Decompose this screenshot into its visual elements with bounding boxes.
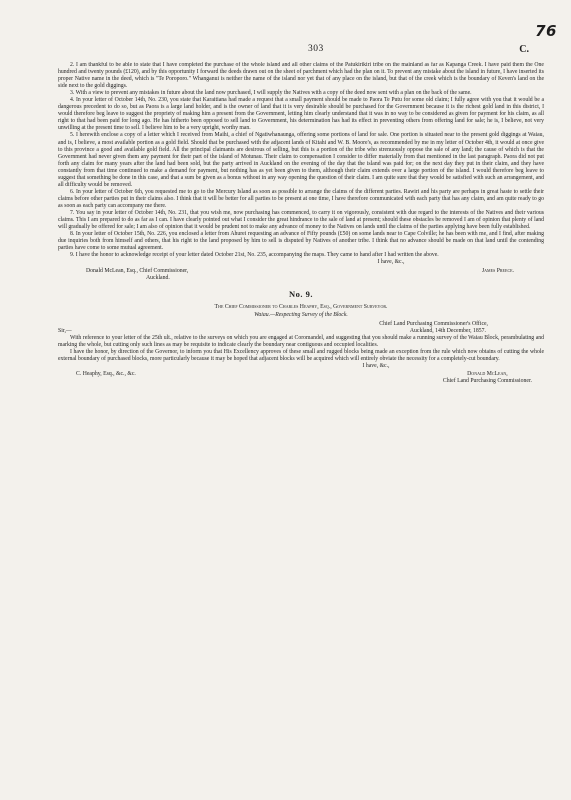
document-body <box>58 62 544 786</box>
letter-2-salutation: Sir,— <box>58 327 72 334</box>
letter-2-subtitle: Waiau.—Respecting Survey of the Block. <box>254 311 348 318</box>
letter-2-signature <box>443 371 544 385</box>
handwritten-page-number: 76 <box>535 22 557 40</box>
paragraph-4: 4. In your letter of October 14th, No. 230, you state that Karaitiana had made a request that a small payment should be made to Paora Te Putu for some old claim; I fully agree with you that it would be a dangerous precedent to do so, but as Paora is a large land holder, and is the owner of land that it is very desirable should be purchased for the Government because it is the richest gold land in this district, I would therefore beg leave to suggest the propriety of making him a present from the Government, letting him clearly understand that it was in no way to be considered as given for payment for his claim, as all right to that had been paid for long ago. He has hitherto been opposed to sell land to Government, his determination has had its effect in preventing others from offering land for sale; he is, I believe, not very unwilling at the present time to sell. I believe him to be a very upright, worthy man. <box>58 97 544 132</box>
letter-2-addressee: C. Heaphy, Esq., &c., &c. <box>76 370 136 377</box>
addressee-line-1: Donald McLean, Esq., Chief Commissioner, <box>86 268 189 275</box>
letter-2-closing: I have, &c., <box>362 362 390 369</box>
letter-2-title: The Chief Commissioner to Charles Heaphy, Esq., Government Surveyor. <box>214 303 388 310</box>
paragraph-9: 9. I have the honor to acknowledge receipt of your letter dated October 21st, No. 235, accompanying the maps. They came to hand after I had written the above. <box>70 252 439 259</box>
section-letter: C. <box>519 44 529 55</box>
letter-2-signature-block <box>58 371 544 385</box>
page-header <box>0 44 571 60</box>
letter-2-office: Chief Land Purchasing Commissioner's Office, <box>379 320 488 327</box>
letter-2-signature-name: Donald McLean, <box>467 370 508 377</box>
paragraph-5: 5. I herewith enclose a copy of a letter which I received from Maihi, a chief of Ngatiwhanaunga, offering some portions of land for sale. One portion is situated near to the present gold diggings at Waiau, and is, I believe, a most available portion as a gold field. Should that be purchased with the adjacent lands of Kitahi and W. B. Moore's, as recommended by me in my letter of October 4th, it would at once give to this province a good and available gold field. All the principal claimants are desirous of selling, but this is a portion of the tribe who strenuously oppose the sale of any land; the cause of which is that the Government had never given them any payment for their part of the island of Motunau. Their claim to compensation I consider to differ materially from that mentioned in the last paragraph. Paora did not put forth any claim for many years after the land had been sold, but the party arrived in Auckland on the evening of the day that the island was paid for; on the next day they put in their claim, and they have constantly from that time continued to make a demand for payment, but nothing has as yet been given to them, although their claim extends over a large portion of the island. I would therefore beg leave to suggest that something be done in this case, and that a sum be given as a bonus without in any way opening the question of their claim. I am quite sure that they would be satisfied with such an arrangement, and all difficulty would be removed. <box>58 132 544 188</box>
paragraph-2: 2. I am thankful to be able to state that I have completed the purchase of the whole island and all other claims of the Patukirikiri tribe on the mainland as far as Kapanga Creek. I have paid them the One hundred and twenty pounds (£120), and by this opportunity I forward the deeds drawn out on the sheet of parchment which had the plan on it. To prevent any mistake about the island in future, I have inserted its proper Native name in the deed, which is "Te Poroporo." Whanganui is neither the name of the island nor yet that of any place on the island, but that of the creek which is the boundary of Keven's land on the side next to the gold diggings. <box>58 62 544 90</box>
paragraph-8: 8. In your letter of October 15th, No. 226, you enclosed a letter from Ahurei requesting an advance of Fifty pounds (£50) on some lands near to Cape Colville; he has been with me, and I find, after making due inquiries both from himself and others, that his right to the land proposed by him to sell is disputed by Natives of another tribe. I think that no advance should be made on that land until the contending parties have come to some mutual agreement. <box>58 231 544 252</box>
letter-1-signature-block <box>58 268 544 282</box>
letter-2-heading: No. 9. <box>288 289 313 300</box>
letter-2-date: Auckland, 14th December, 1857. <box>409 327 486 334</box>
addressee-line-2: Auckland. <box>146 275 170 282</box>
paragraph-3: 3. With a view to prevent any mistakes in future about the land now purchased, I will supply the Natives with a copy of the deed now sent with a plan on the back of the same. <box>70 90 472 97</box>
letter-1-addressee <box>58 268 188 282</box>
letter-1-closing: I have, &c., <box>377 259 405 266</box>
letter-1 <box>58 62 544 282</box>
letter-2-paragraph-2: I have the honor, by direction of the Governor, to inform you that His Excellency approves of these small and rugged blocks being made an exception from the rule which now obtains of cutting the whole external boundary of purchased blocks, more particularly because it may be hoped that adjacent blocks will be acquired which will entirely obviate the necessity for a completely-cut boundary. <box>58 348 544 362</box>
page-number: 303 <box>308 44 324 54</box>
paragraph-6: 6. In your letter of October 6th, you requested me to go to the Mercury Island as soon as possible to arrange the claims of the different parties. Rawiri and his party are perhaps in great haste to settle their claims before other parties put in their claims also. I think that it will be better for all parties to be present at one time, I have therefore communicated with each party that has any claim, and am quite ready to go as soon as each party can accompany me there. <box>58 188 544 209</box>
paragraph-7: 7. You say in your letter of October 14th, No. 231, that you wish me, now purchasing has commenced, to carry it on vigorously, consistent with due regard to the interests of the Natives and their various claims. This I am prepared to do as far as I can. I have clearly pointed out what I consider the great hindrance to the sale of land at present; should these obstacles be removed I am of opinion that plenty of land will gradually be offered for sale; I am also of opinion that it would be prudent not to make any advance of money to the Natives on lands until the claims of the parties applying have been fully established. <box>58 209 544 231</box>
letter-1-signature: James Preece. <box>481 268 514 275</box>
letter-2-dateline <box>58 328 544 335</box>
letter-2 <box>58 291 544 385</box>
letter-2-paragraph-1: With reference to your letter of the 25th ult., relative to the surveys on which you are engaged at Coromandel, and suggesting that you should make a running survey of the Waiau Block, perambulating and marking the whole, but cutting only such lines as may be requisite to indicate clearly the boundary near contiguous and occupied localities. <box>58 334 544 348</box>
letter-2-signature-title: Chief Land Purchasing Commissioner. <box>442 377 532 384</box>
